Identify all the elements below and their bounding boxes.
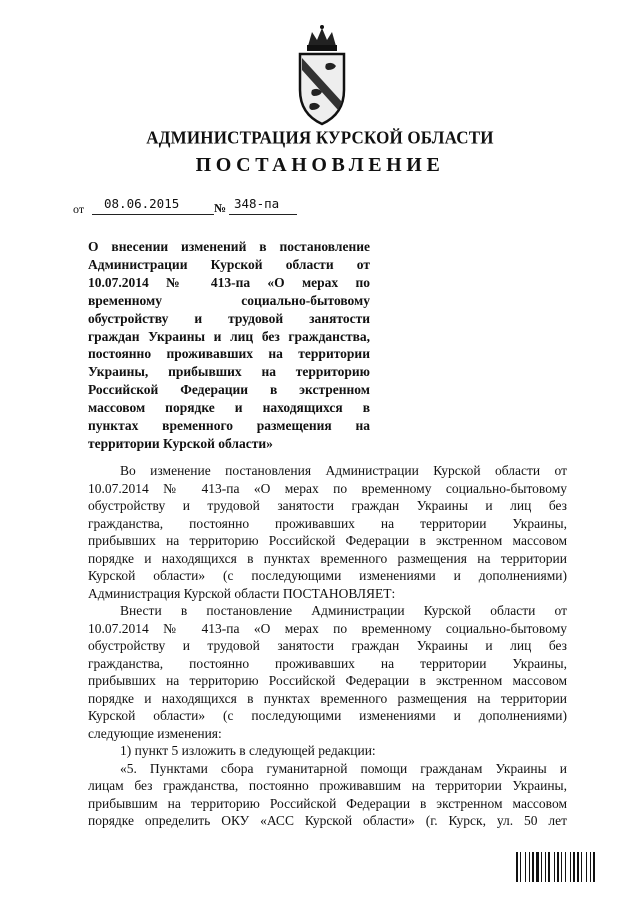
subject-line: О внесении изменений в постановление (88, 239, 370, 254)
body-line: Курской области» (с последующими изменениями и дополнениями) (88, 568, 567, 583)
body-line: Внести в постановление Администрации Курской области от (120, 603, 567, 618)
body-line: лицам без гражданства, постоянно проживавшим на территории Украины, (88, 778, 567, 793)
number-value: 348-па (234, 196, 280, 211)
subject-line: обустройству и трудовой занятости (88, 310, 370, 326)
organization-title: АДМИНИСТРАЦИЯ КУРСКОЙ ОБЛАСТИ (146, 127, 494, 148)
body-line: прибывших на территорию Российской Федерации в экстренном массовом (88, 533, 567, 548)
subject-line: территории Курской области» (88, 435, 273, 451)
subject-line: массовом порядке и находящихся в (88, 400, 370, 416)
body-line: порядке и находящихся в пунктах временного размещения на территории (88, 550, 567, 566)
body-line: 10.07.2014 № 413-па «О мерах по временному социально-бытовому (88, 480, 567, 496)
subject-line: граждан Украины и лиц без гражданства, (88, 328, 370, 344)
body-line: прибывших на территорию Российской Федерации в экстренном массовом (88, 673, 567, 688)
body-line: обустройству и трудовой занятости граждан Украины и лиц без (88, 498, 567, 513)
document-body (88, 462, 567, 830)
subject-line: временному социально-бытовому (88, 292, 370, 308)
coat-of-arms-icon (286, 24, 358, 128)
subject-line: 10.07.2014 № 413-па «О мерах по (88, 274, 370, 290)
date-underline (92, 214, 214, 215)
body-line: 10.07.2014 № 413-па «О мерах по временному социально-бытовому (88, 620, 567, 636)
subject-line: Украины, прибывших на территорию (88, 364, 370, 380)
body-line: Администрация Курской области ПОСТАНОВЛЯЕТ: (88, 585, 396, 601)
document-subject (88, 238, 370, 453)
body-line: Курской области» (с последующими изменениями и дополнениями) (88, 708, 567, 723)
number-label: № (214, 201, 227, 215)
body-line: «5. Пунктами сбора гуманитарной помощи гражданам Украины и (120, 760, 567, 776)
document-type-title: ПОСТАНОВЛЕНИЕ (195, 154, 445, 176)
subject-line: Администрации Курской области от (88, 256, 370, 272)
body-line: 1) пункт 5 изложить в следующей редакции: (120, 743, 376, 758)
date-value: 08.06.2015 (104, 196, 180, 211)
number-underline (229, 214, 297, 215)
body-line: следующие изменения: (88, 725, 222, 741)
body-line: прибывшим на территорию Российской Федерации в экстренном массовом (88, 795, 567, 811)
subject-line: Российской Федерации в экстренном (88, 382, 370, 398)
body-line: гражданства, постоянно проживавших на территории Украины, (88, 515, 567, 531)
date-label: от (73, 202, 85, 216)
subject-line: пунктах временного размещения на (88, 418, 370, 434)
subject-line: постоянно проживавших на территории (88, 346, 370, 362)
barcode-icon (516, 852, 616, 882)
body-line: гражданства, постоянно проживавших на территории Украины, (88, 655, 567, 671)
body-line: Во изменение постановления Администрации Курской области от (120, 463, 567, 478)
body-line: обустройству и трудовой занятости граждан Украины и лиц без (88, 638, 567, 653)
body-line: порядке и находящихся в пунктах временного размещения на территории (88, 690, 567, 706)
body-line: порядке определить ОКУ «АСС Курской области» (г. Курск, ул. 50 лет (88, 813, 567, 828)
